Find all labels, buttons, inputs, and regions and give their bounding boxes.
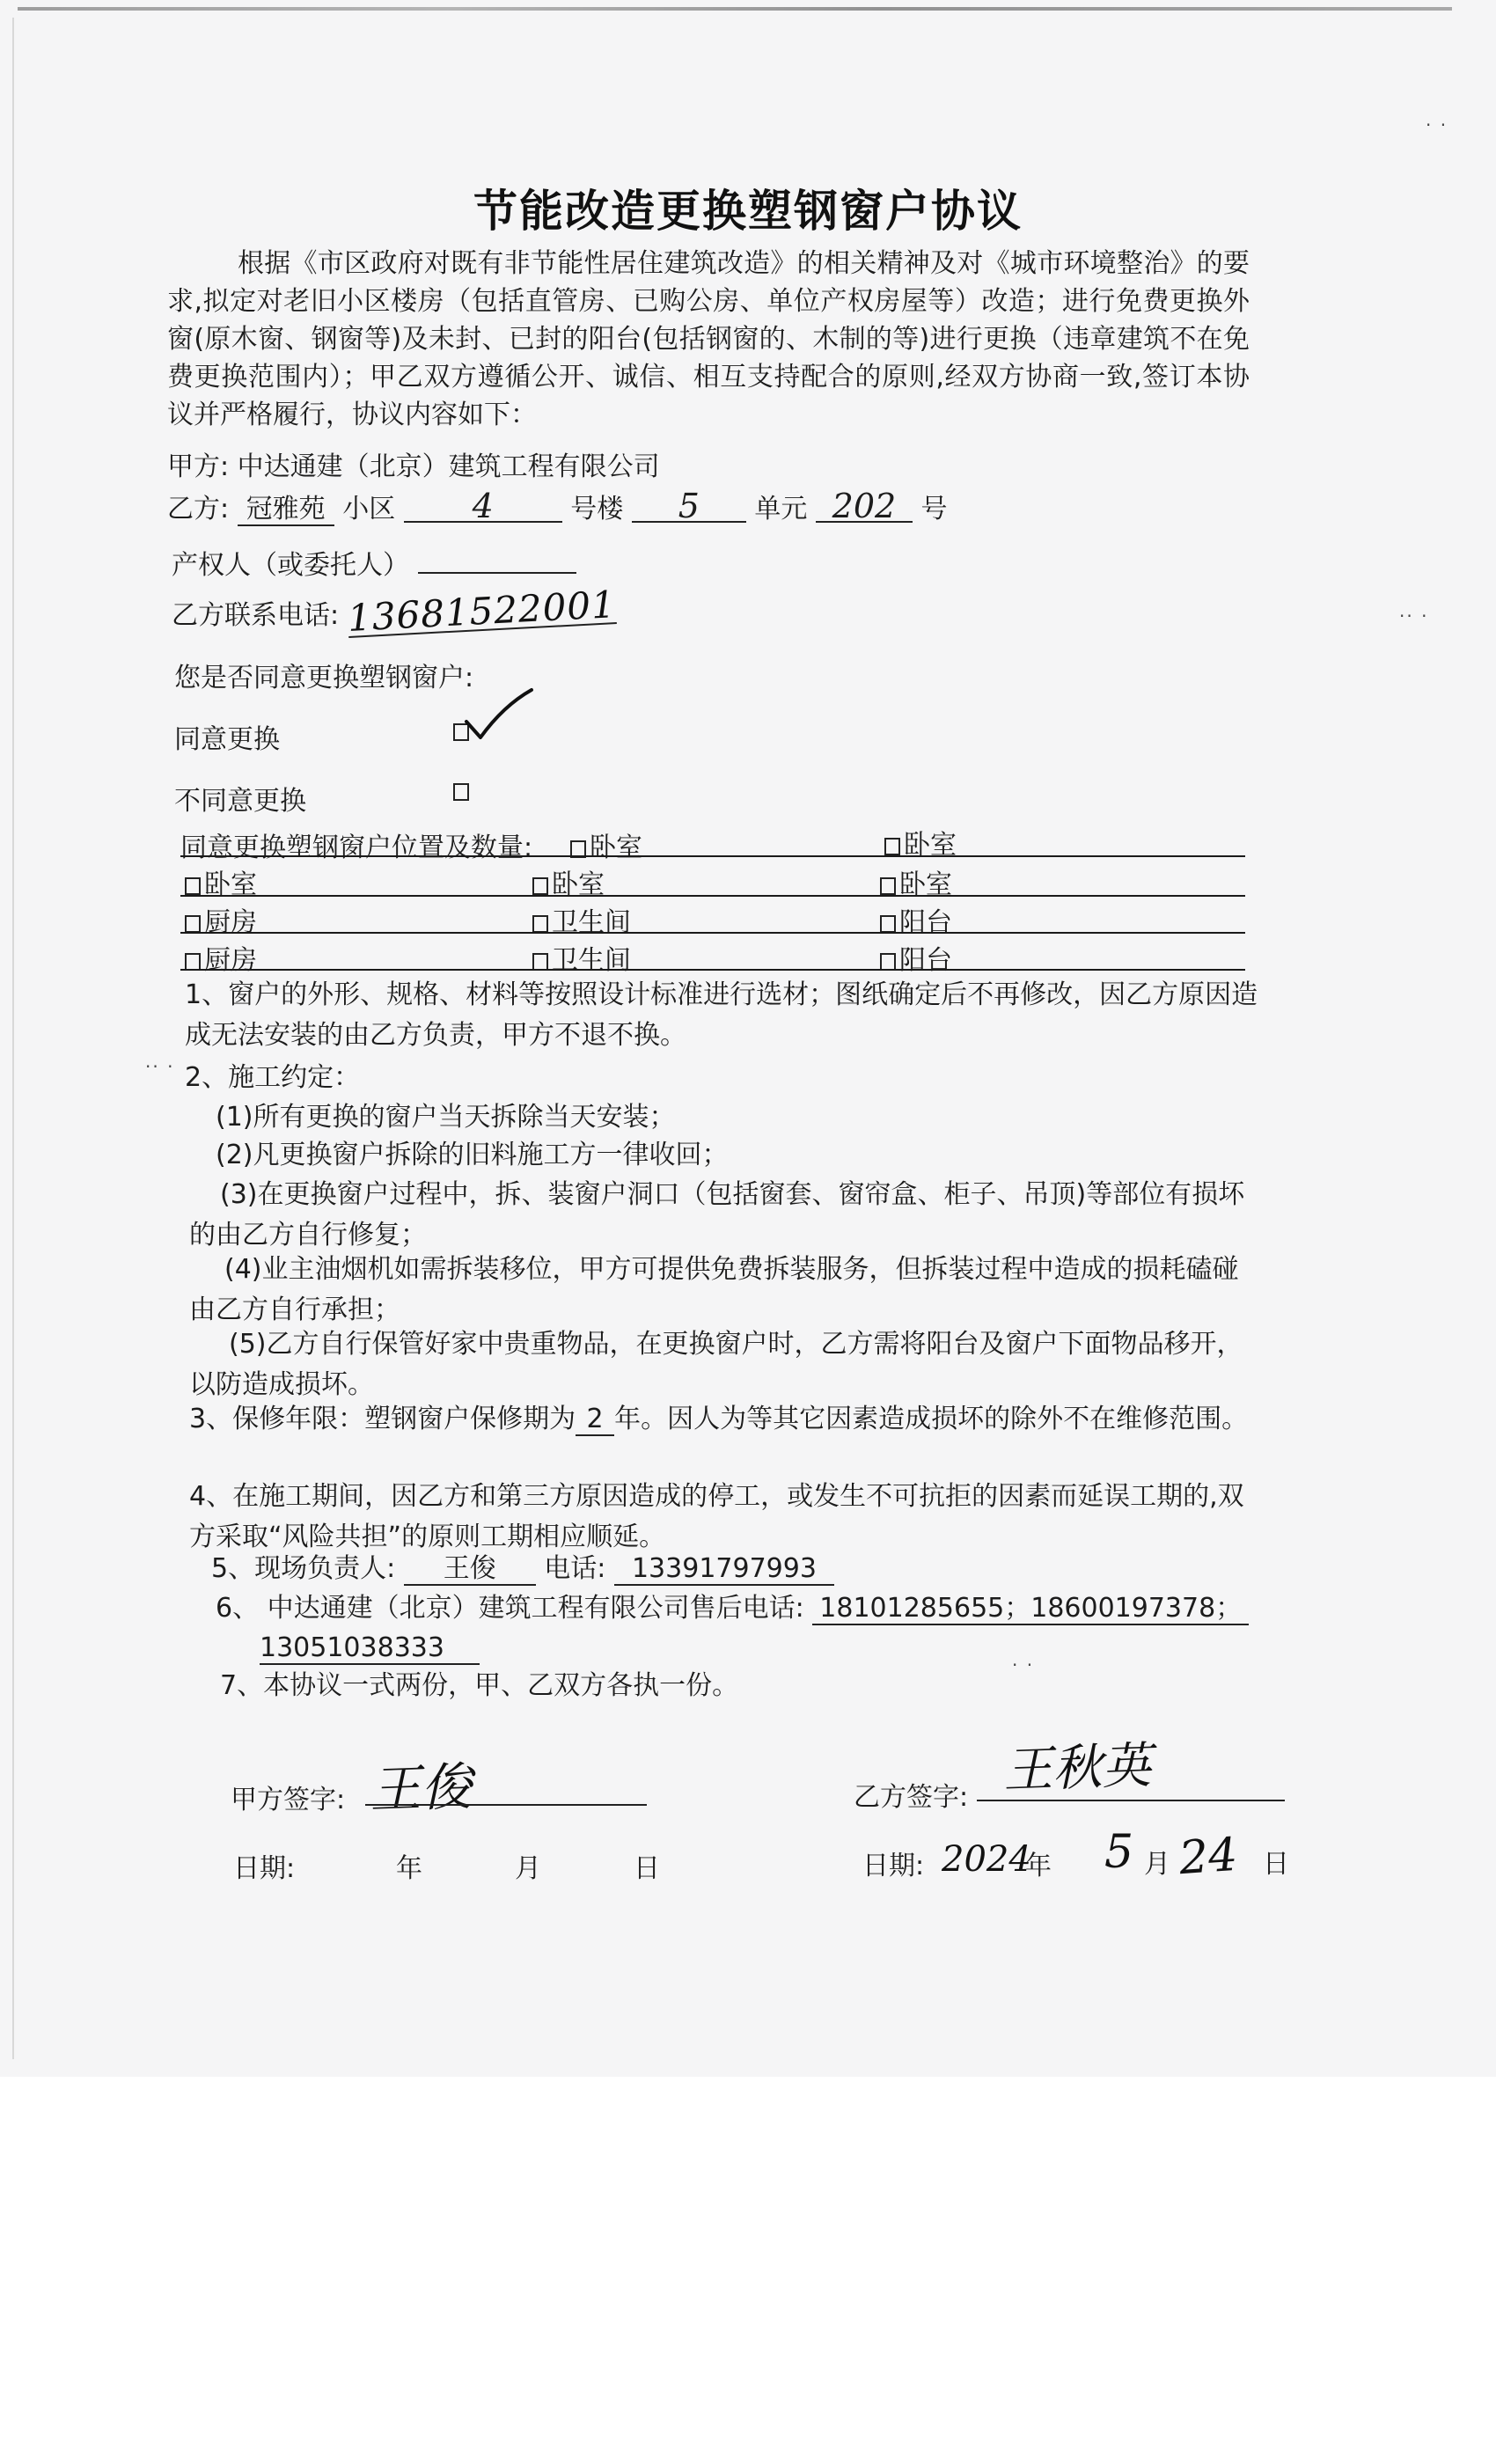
scan-speck: · · [1426,114,1448,136]
after-sales-phones: 18101285655；18600197378； [812,1594,1249,1625]
party-b-sign-label: 乙方签字: [854,1782,969,1813]
check-mark-icon [451,686,539,748]
intro-paragraph: 根据《市区政府对既有非节能性居住建筑改造》的相关精神及对《城市环境整治》的要求,拟定对老旧小区楼房（包括直管房、已购公房、单位产权房屋等）改造；进行免费更换外窗(原木窗、钢窗等)及未封、已封的阳台(包括钢窗的、木制的等)进行更换（违章建筑不在免费更换范围内）；甲乙双方遵循公开、诚信、相互支持配合的原则,经双方协商一致,签订本协议并严格履行，协议内容如下： [167,248,1250,430]
room-suffix: 号 [920,494,948,524]
location-item: 卫生间 [532,938,631,977]
location-item: 卫生间 [532,900,631,939]
locations-rule [180,855,1245,857]
consent-question: 您是否同意更换塑钢窗户: [174,663,474,693]
party-b-sign-line [977,1800,1285,1801]
location-item: 卧室 [880,862,952,901]
location-checkbox[interactable] [185,877,201,895]
community-suffix: 小区 [342,494,396,524]
location-item: 卧室 [185,862,257,901]
clause-7: 7、本协议一式两份，甲、乙双方各执一份。 [220,1670,739,1701]
owner-label: 产权人（或委托人） [172,550,409,581]
clause-2-5: (5)乙方自行保管好家中贵重物品，在更换窗户时，乙方需将阳台及窗户下面物品移开，以防造成损坏。 [189,1329,1243,1400]
clause-2-4: (4)业主油烟机如需拆装移位，甲方可提供免费拆装服务，但拆装过程中造成的损耗磕碰由乙方自行承担； [189,1254,1239,1325]
locations-rule [180,932,1245,934]
scan-speck: ·· · [145,1056,175,1077]
clause-2-heading: 2、施工约定： [185,1062,361,1093]
location-item: 卧室 [532,862,605,901]
party-b-year: 2024 [942,1839,1031,1880]
location-checkbox[interactable] [880,953,896,971]
location-checkbox[interactable] [880,877,896,895]
document-title: 节能改造更换塑钢窗户协议 [473,185,1023,237]
disagree-label: 不同意更换 [174,786,306,817]
party-b-day: 24 [1177,1828,1240,1886]
party-b-label: 乙方: [167,494,230,524]
community-field: 冠雅苑 [238,495,334,526]
clause-6-phone-3: 13051038333 [260,1628,480,1668]
clause-6: 6、 中达通建（北京）建筑工程有限公司售后电话: 18101285655；18600197378； [216,1588,1249,1629]
party-a-value: 中达通建（北京）建筑工程有限公司 [237,451,660,482]
scan-speck: · · [1012,1654,1035,1676]
party-b-month-label: 月 [1144,1849,1170,1880]
clause-1: 1、窗户的外形、规格、材料等按照设计标准进行选材；图纸确定后不再修改，因乙方原因造成无法安装的由乙方负责，甲方不退不换。 [185,979,1258,1051]
locations-rule [180,895,1245,897]
party-a-day-label: 日 [634,1853,660,1884]
party-a-month-label: 月 [515,1853,541,1884]
location-checkbox[interactable] [185,953,201,971]
phone-line [172,583,617,640]
party-b-date-label: 日期: [862,1851,925,1881]
clause-2-1: (1)所有更换的窗户当天拆除当天安装； [216,1102,676,1133]
location-item: 卧室 [884,823,957,862]
location-checkbox[interactable] [532,915,548,933]
owner-line [172,543,576,582]
party-b-line [167,487,947,526]
agree-label: 同意更换 [174,724,280,755]
clause-4: 4、在施工期间，因乙方和第三方原因造成的停工，或发生不可抗拒的因素而延误工期的,双方采取“风险共担”的原则工期相应顺延。 [189,1481,1244,1552]
room-field: 202 [816,491,913,523]
site-manager-name: 王俊 [404,1554,536,1586]
party-b-signature: 王秋英 [1002,1737,1153,1800]
party-a-signature: 王俊 [369,1756,473,1821]
party-b-day-label: 日 [1263,1849,1289,1880]
location-checkbox[interactable] [532,953,548,971]
phone-label: 乙方联系电话: [172,600,340,631]
locations-rule [180,969,1245,971]
clause-3: 3、保修年限：塑钢窗户保修期为 2 年。因人为等其它因素造成损坏的除外不在维修范围。 [189,1404,1249,1434]
location-item: 厨房 [185,938,257,977]
party-a-sign-line [365,1804,647,1806]
unit-field: 5 [632,491,746,523]
location-item: 阳台 [880,938,952,977]
scan-speck: ·· · [1399,605,1429,627]
location-item: 卧室 [570,825,642,864]
party-a-sign-label: 甲方签字: [231,1785,346,1815]
location-item: 厨房 [185,900,257,939]
locations-label: 同意更换塑钢窗户位置及数量: [180,832,533,863]
site-manager-phone: 13391797993 [614,1554,834,1586]
party-a-date-label: 日期: [233,1853,296,1884]
party-a-label: 甲方: [167,451,230,482]
building-field: 4 [404,491,562,523]
warranty-years: 2 [576,1404,614,1436]
party-b-month: 5 [1104,1826,1134,1879]
phone-value: 13681522001 [346,583,617,640]
location-checkbox[interactable] [880,915,896,933]
clause-2-2: (2)凡更换窗户拆除的旧料施工方一律收回； [216,1140,729,1170]
clause-2-3: (3)在更换窗户过程中，拆、装窗户洞口（包括窗套、窗帘盒、柜子、吊顶)等部位有损坏的由乙方自行修复； [189,1179,1245,1250]
location-checkbox[interactable] [884,838,900,855]
building-suffix: 号楼 [570,494,624,524]
owner-field [418,572,576,574]
clause-5: 5、现场负责人: 王俊 电话: 13391797993 [211,1549,834,1589]
party-a-year-label: 年 [396,1853,422,1884]
location-item: 阳台 [880,900,952,939]
party-b-year-label: 年 [1025,1851,1052,1881]
location-checkbox[interactable] [185,915,201,933]
location-checkbox[interactable] [532,877,548,895]
disagree-checkbox[interactable] [453,783,469,801]
party-a-line [167,444,660,483]
unit-suffix: 单元 [754,494,808,524]
